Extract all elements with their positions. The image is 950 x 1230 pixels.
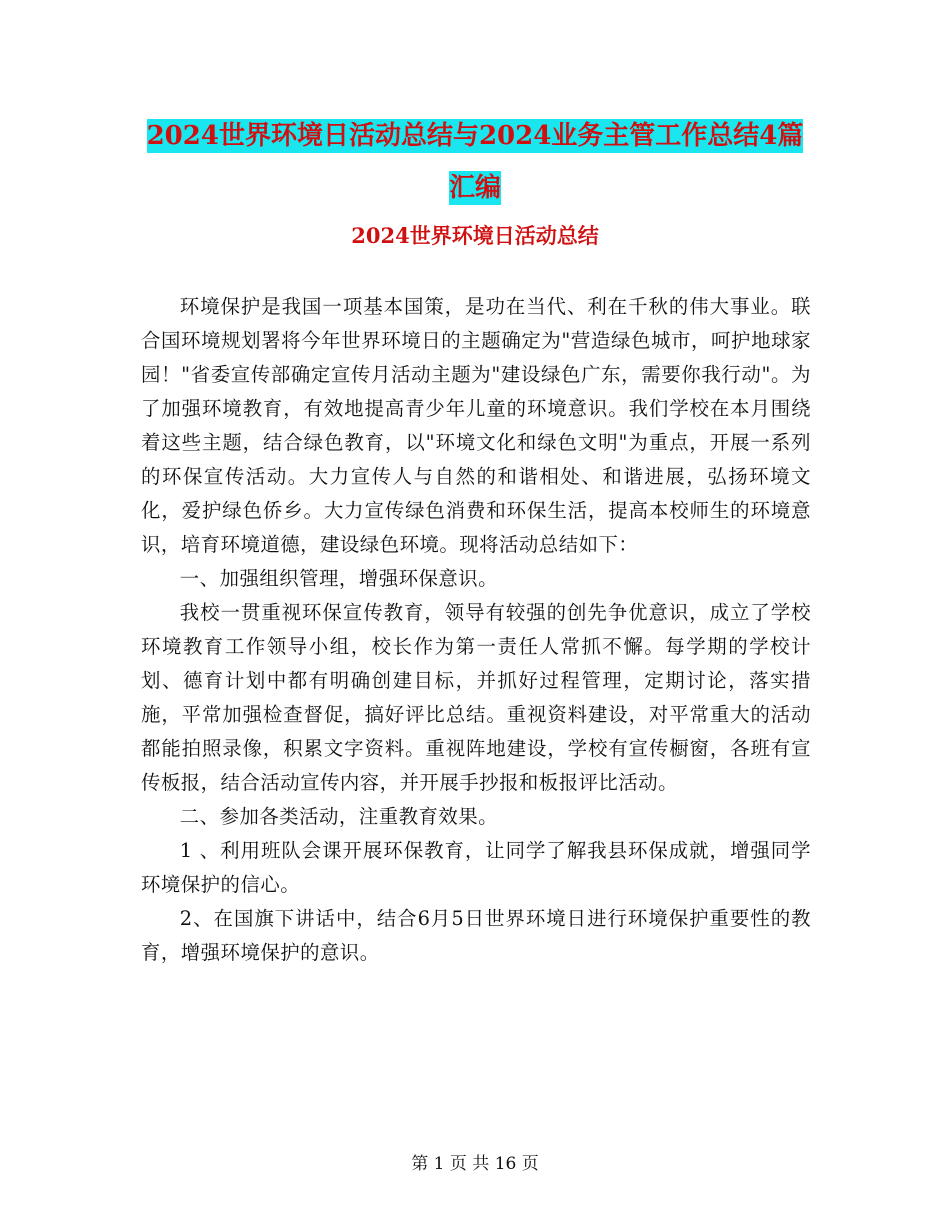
page-footer: 第 1 页 共 16 页 <box>411 1154 539 1174</box>
paragraph-intro: 环境保护是我国一项基本国策，是功在当代、利在千秋的伟大事业。联合国环境规划署将今年世界环境日的主题确定为"营造绿色城市，呵护地球家园！"省委宣传部确定宣传月活动主题为"建设绿色广东，需要你我行动"。为了加强环境教育，有效地提高青少年儿童的环境意识。我们学校在本月围绕着这些主题，结合绿色教育，以"环境文化和绿色文明"为重点，开展一系列的环保宣传活动。大力宣传人与自然的和谐相处、和谐进展，弘扬环境文化，爱护绿色侨乡。大力宣传绿色消费和环保生活，提高本校师生的环境意识，培育环境道德，建设绿色环境。现将活动总结如下： <box>141 295 811 556</box>
paragraph-item-1: 1 、利用班队会课开展环保教育，让同学了解我县环保成就，增强同学环境保护的信心。 <box>141 839 811 896</box>
document-title <box>140 110 810 214</box>
paragraph-item-2: 2、在国旗下讲话中，结合6月5日世界环境日进行环境保护重要性的教育，增强环境保护的意识。 <box>141 907 811 964</box>
document-body <box>141 290 811 970</box>
section-title: 2024世界环境日活动总结 <box>351 223 599 248</box>
paragraph-heading-2: 二、参加各类活动，注重教育效果。 <box>179 805 499 828</box>
document-title-text: 2024世界环境日活动总结与2024业务主管工作总结4篇汇编 <box>146 121 804 203</box>
paragraph-heading-1: 一、加强组织管理，增强环保意识。 <box>179 567 499 590</box>
paragraph-organization: 我校一贯重视环保宣传教育，领导有较强的创先争优意识，成立了学校环境教育工作领导小组，校长作为第一责任人常抓不懈。每学期的学校计划、德育计划中都有明确创建目标，并抓好过程管理，定期讨论，落实措施，平常加强检查督促，搞好评比总结。重视资料建设，对平常重大的活动都能拍照录像，积累文字资料。重视阵地建设，学校有宣传橱窗，各班有宣传板报，结合活动宣传内容，并开展手抄报和板报评比活动。 <box>141 601 811 794</box>
